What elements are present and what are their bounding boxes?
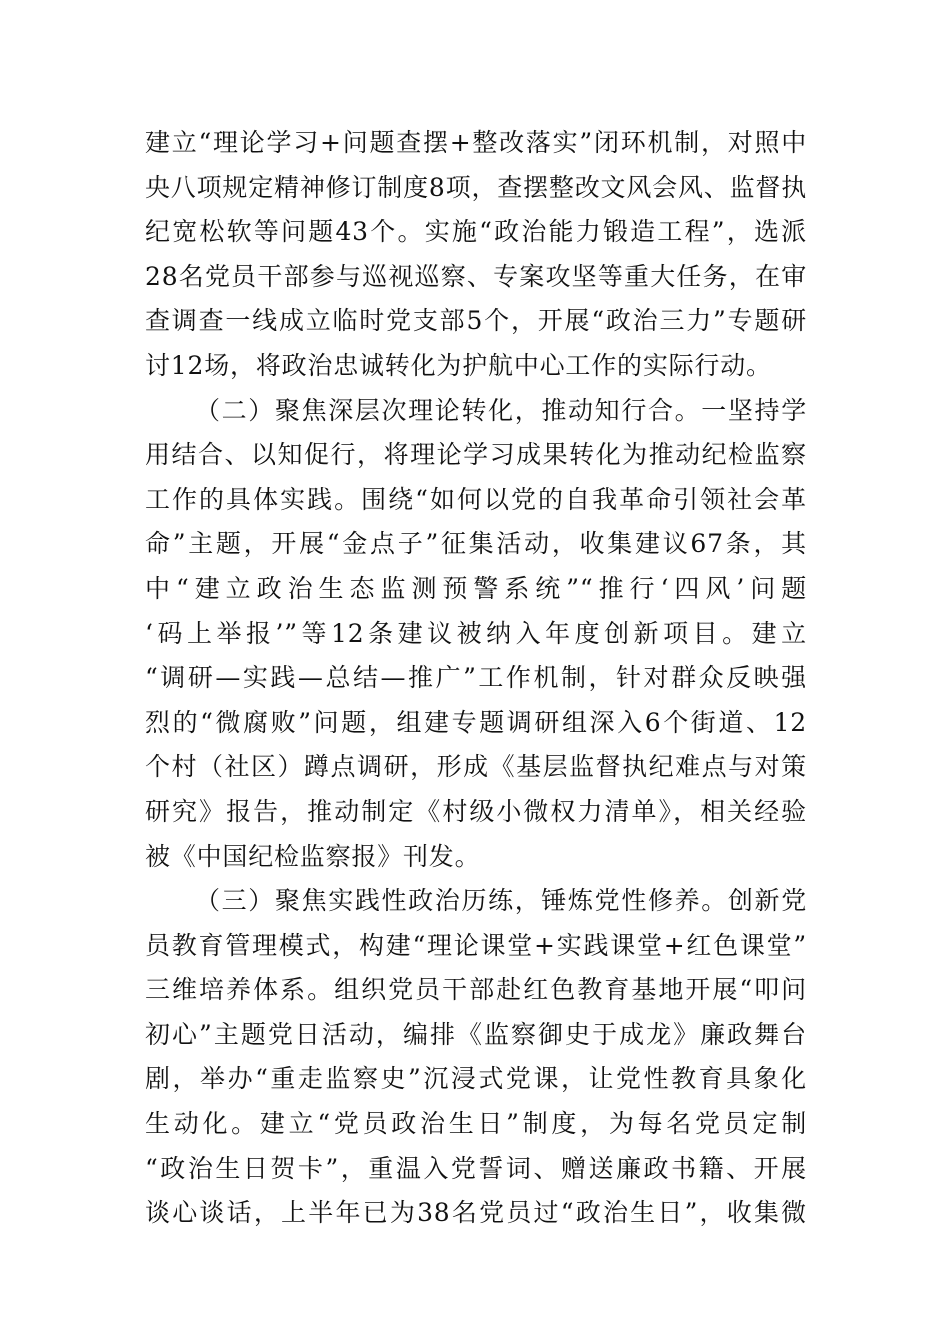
text-line: 生动化。建立“党员政治生日”制度，为每名党员定制 — [145, 1109, 807, 1139]
text-line: （三）聚焦实践性政治历练，锤炼党性修养。创新党 — [195, 886, 807, 916]
text-line: 28名党员干部参与巡视巡察、专案攻坚等重大任务，在审 — [145, 261, 807, 291]
text-line: “政治生日贺卡”，重温入党誓词、赠送廉政书籍、开展 — [145, 1153, 807, 1183]
text-line: 被《中国纪检监察报》刊发。 — [145, 841, 481, 871]
text-line: 央八项规定精神修订制度8项，查摆整改文风会风、监督执 — [145, 172, 807, 202]
text-line: 查调查一线成立临时党支部5个，开展“政治三力”专题研 — [145, 306, 807, 336]
text-line: 讨12场，将政治忠诚转化为护航中心工作的实际行动。 — [145, 350, 772, 380]
text-line: 中“建立政治生态监测预警系统”“推行‘四风’问题 — [145, 573, 807, 603]
paragraph-3 — [145, 879, 807, 1236]
text-line: 用结合、以知促行，将理论学习成果转化为推动纪检监察 — [145, 440, 807, 470]
body-text — [145, 121, 807, 1236]
paragraph-2 — [145, 389, 807, 880]
text-line: “调研—实践—总结—推广”工作机制，针对群众反映强 — [145, 663, 807, 693]
text-line: 个村（社区）蹲点调研，形成《基层监督执纪难点与对策 — [145, 752, 807, 782]
paragraph-1 — [145, 121, 807, 389]
text-line: 初心”主题党日活动，编排《监察御史于成龙》廉政舞台 — [145, 1019, 807, 1049]
text-line: 员教育管理模式，构建“理论课堂+实践课堂+红色课堂” — [145, 930, 807, 960]
text-line: 纪宽松软等问题43个。实施“政治能力锻造工程”，选派 — [145, 217, 807, 247]
text-line: （二）聚焦深层次理论转化，推动知行合。一坚持学 — [195, 395, 807, 425]
text-line: 谈心谈话，上半年已为38名党员过“政治生日”，收集微 — [145, 1198, 807, 1228]
text-line: 三维培养体系。组织党员干部赴红色教育基地开展“叩问 — [145, 975, 807, 1005]
text-line: 工作的具体实践。围绕“如何以党的自我革命引领社会革 — [145, 484, 807, 514]
text-line: 命”主题，开展“金点子”征集活动，收集建议67条，其 — [145, 529, 807, 559]
text-line: 烈的“微腐败”问题，组建专题调研组深入6个街道、12 — [145, 707, 807, 737]
text-line: 研究》报告，推动制定《村级小微权力清单》，相关经验 — [145, 796, 807, 826]
text-line: 建立“理论学习+问题查摆+整改落实”闭环机制，对照中 — [145, 128, 807, 157]
text-line: 剧，举办“重走监察史”沉浸式党课，让党性教育具象化 — [145, 1064, 807, 1094]
text-line: ‘码上举报’”等12条建议被纳入年度创新项目。建立 — [145, 618, 807, 648]
